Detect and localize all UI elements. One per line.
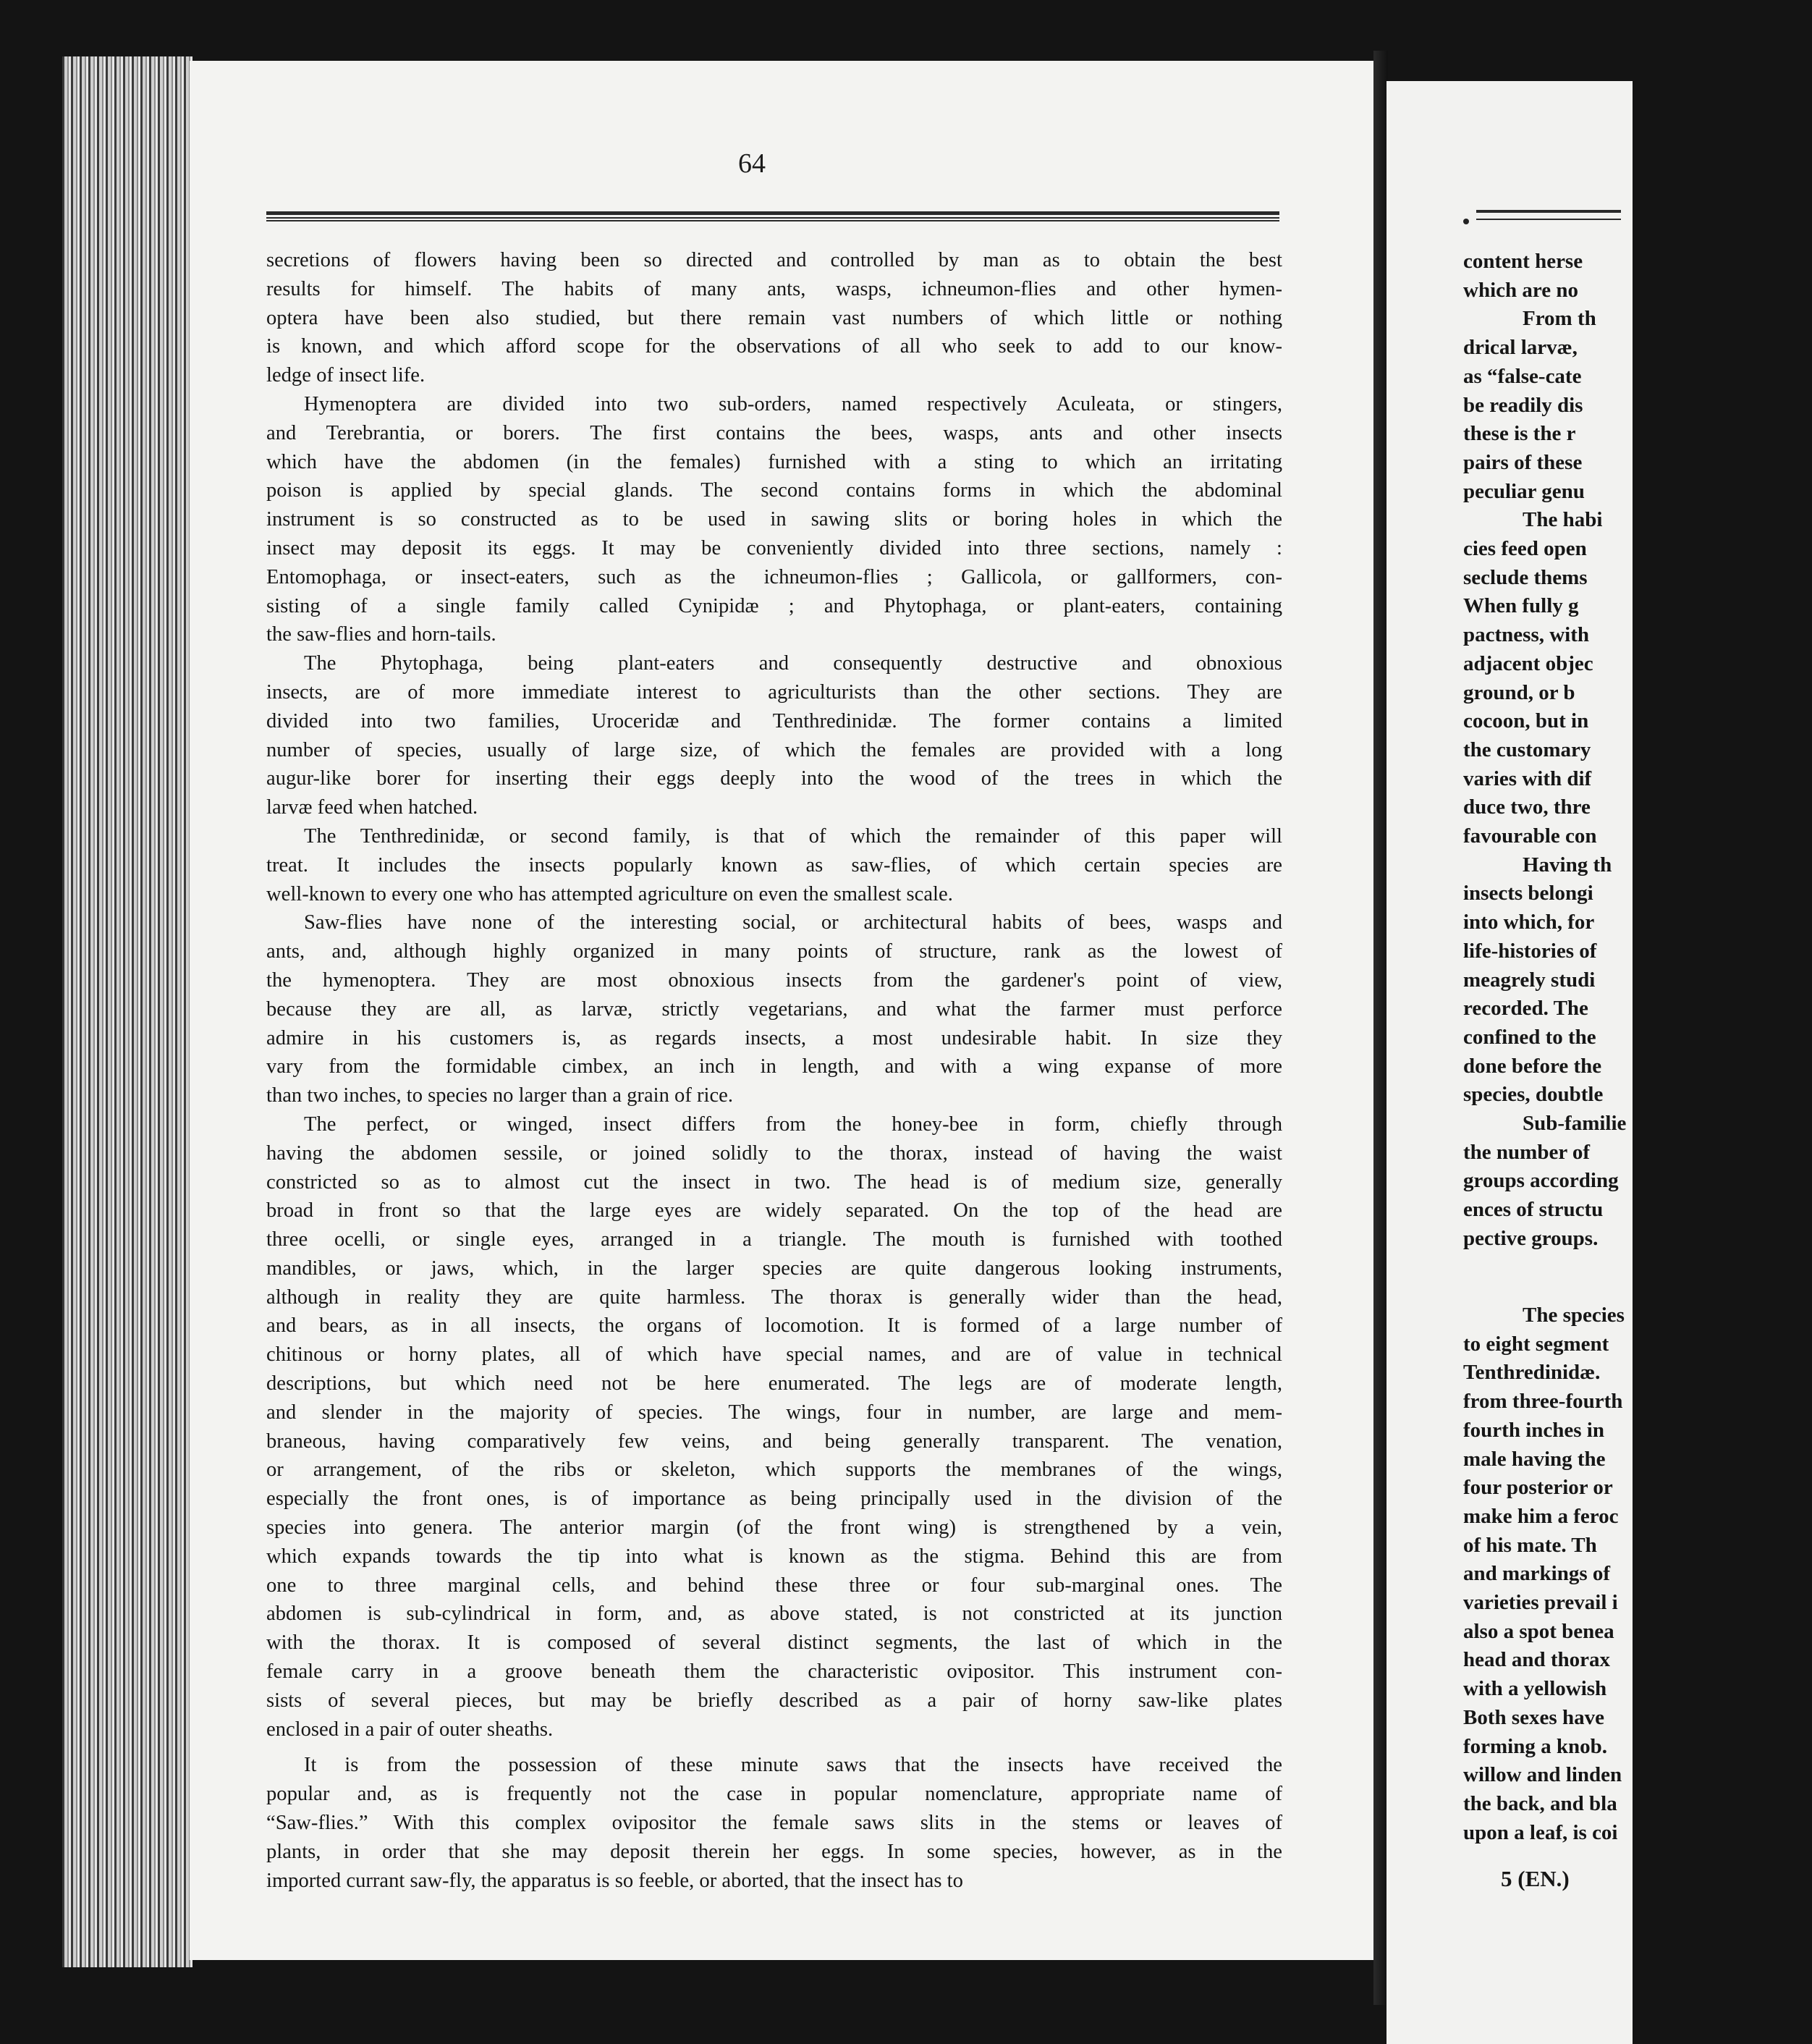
right-text-line: pactness, with [1463,623,1590,647]
text-line: which expands towards the tip into what is known as the stigma. Behind this are from [266,1545,1282,1568]
text-line: results for himself. The habits of many ants, wasps, ichneumon-flies and other hymen- [266,277,1282,300]
text-line: chitinous or horny plates, all of which have special names, and are of value in technical [266,1343,1282,1367]
text-line: vary from the formidable cimbex, an inch in length, and with a wing expanse of more [266,1055,1282,1078]
right-text-line: these is the r [1463,422,1576,446]
right-text-line: varieties prevail i [1463,1591,1618,1614]
text-line: having the abdomen sessile, or joined solidly to the thorax, instead of having the waist [266,1141,1282,1165]
right-text-line: the customary [1463,738,1591,761]
text-line: larvæ feed when hatched. [266,796,478,819]
right-text-line: forming a knob. [1463,1734,1608,1758]
right-text-line: male having the [1463,1447,1606,1471]
right-text-line: species, doubtle [1463,1083,1604,1107]
text-line: broad in front so that the large eyes are widely separated. On the top of the head are [266,1199,1282,1222]
text-line: popular and, as is frequently not the case in popular nomenclature, appropriate name of [266,1783,1282,1806]
right-text-line: When fully g [1463,594,1579,618]
text-line: the saw-flies and horn-tails. [266,623,496,646]
text-line: mandibles, or jaws, which, in the larger species are quite dangerous looking instruments, [266,1257,1282,1280]
text-line: divided into two families, Uroceridæ and Tenthredinidæ. The former contains a limited [266,709,1282,732]
right-text-line: groups according [1463,1169,1619,1193]
right-rule-ornament [1463,219,1469,224]
right-text-line: From th [1523,307,1596,331]
right-text-line: Having th [1523,853,1612,877]
text-line: one to three marginal cells, and behind these three or four sub-marginal ones. The [266,1574,1282,1597]
right-text-line: The habi [1523,508,1603,532]
text-line: female carry in a groove beneath them the characteristic ovipositor. This instrument con- [266,1660,1282,1684]
right-text-line: duce two, thre [1463,795,1591,819]
text-line: treat. It includes the insects popularly known as saw-flies, of which certain species are [266,853,1282,877]
right-text-line: be readily dis [1463,393,1583,417]
right-text-line: which are no [1463,278,1578,302]
right-text-line: drical larvæ, [1463,336,1578,360]
text-line: poison is applied by special glands. The second contains forms in which the abdominal [266,479,1282,502]
right-text-line: life-histories of [1463,939,1597,963]
text-line: with the thorax. It is composed of several distinct segments, the last of which in the [266,1631,1282,1655]
right-text-line: cies feed open [1463,537,1587,560]
text-line: the hymenoptera. They are most obnoxious insects from the gardener's point of view, [266,968,1282,992]
text-line: three ocelli, or single eyes, arranged in a triangle. The mouth is furnished with toothed [266,1228,1282,1251]
text-line: although in reality they are quite harmless. The thorax is generally wider than the head, [266,1285,1282,1309]
right-text-line: The species [1523,1304,1625,1327]
signature-mark: 5 (EN.) [1501,1866,1570,1891]
left-page-text [266,246,1282,1895]
text-line: sisting of a single family called Cynipidæ ; and Phytophaga, or plant-eaters, containing [266,594,1282,617]
text-line: optera have been also studied, but there remain vast numbers of which little or nothing [266,306,1282,329]
right-text-line: pective groups. [1463,1226,1599,1250]
text-line: It is from the possession of these minute saws that the insects have received the [304,1754,1282,1777]
right-text-line: Tenthredinidæ. [1463,1361,1601,1385]
right-text-line: content herse [1463,250,1583,273]
right-text-line: ences of structu [1463,1198,1604,1222]
right-text-line: four posterior or [1463,1476,1613,1500]
right-text-line: of his mate. Th [1463,1533,1597,1557]
text-line: “Saw-flies.” With this complex ovipositor the female saws slits in the stems or leaves of [266,1812,1282,1835]
right-text-line: into which, for [1463,911,1595,934]
right-text-line: to eight segment [1463,1332,1609,1356]
text-line: constricted so as to almost cut the insect in two. The head is of medium size, generally [266,1170,1282,1194]
text-line: well-known to every one who has attempted agriculture on even the smallest scale. [266,882,953,905]
right-text-line: pairs of these [1463,450,1583,474]
right-text-line: favourable con [1463,824,1597,848]
text-line: plants, in order that she may deposit therein her eggs. In some species, however, as in the [266,1840,1282,1863]
right-text-line: the back, and bla [1463,1791,1617,1815]
text-line: Hymenoptera are divided into two sub-orders, named respectively Aculeata, or stingers, [304,392,1282,415]
right-text-line: meagrely studi [1463,968,1596,992]
right-text-line: varies with dif [1463,766,1592,790]
text-line: and Terebrantia, or borers. The first contains the bees, wasps, ants and other insects [266,421,1282,444]
text-line: augur-like borer for inserting their eggs deeply into the wood of the trees in which the [266,767,1282,790]
text-line: insect may deposit its eggs. It may be conveniently divided into three sections, namely : [266,536,1282,559]
right-text-line: from three-fourth [1463,1390,1623,1414]
text-line: Saw-flies have none of the interesting social, or architectural habits of bees, wasps and [304,911,1282,934]
right-text-line: seclude thems [1463,565,1588,589]
text-line: descriptions, but which need not be here enumerated. The legs are of moderate length, [266,1372,1282,1395]
book-gutter [1373,51,1388,2005]
right-text-line: adjacent objec [1463,651,1593,675]
text-line: than two inches, to species no larger than a grain of rice. [266,1084,733,1107]
right-text-line: peculiar genu [1463,479,1585,503]
header-rule [266,211,1279,221]
right-text-line: ground, or b [1463,680,1575,704]
right-header-rule [1476,210,1621,220]
right-text-line: confined to the [1463,1025,1596,1049]
right-text-line: willow and linden [1463,1763,1622,1787]
text-line: imported currant saw-fly, the apparatus is so feeble, or aborted, that the insect has to [266,1869,963,1892]
right-text-line: fourth inches in [1463,1418,1604,1442]
text-line: abdomen is sub-cylindrical in form, and, as above stated, is not constricted at its junction [266,1602,1282,1626]
text-line: species into genera. The anterior margin (of the front wing) is strengthened by a vein, [266,1516,1282,1540]
text-line: instrument is so constructed as to be used in sawing slits or boring holes in which the [266,508,1282,531]
right-text-line: upon a leaf, is coi [1463,1820,1618,1844]
right-text-line: cocoon, but in [1463,709,1589,733]
text-line: insects, are of more immediate interest to agriculturists than the other sections. They are [266,680,1282,704]
text-line: Entomophaga, or insect-eaters, such as the ichneumon-flies ; Gallicola, or gallformers, con- [266,565,1282,588]
text-line: enclosed in a pair of outer sheaths. [266,1718,554,1741]
text-line: braneous, having comparatively few veins, and being generally transparent. The venation, [266,1429,1282,1453]
text-line: which have the abdomen (in the females) furnished with a sting to which an irritating [266,450,1282,473]
right-text-line: also a spot benea [1463,1619,1614,1643]
text-line: number of species, usually of large size, of which the females are provided with a long [266,738,1282,761]
right-text-line: recorded. The [1463,997,1588,1021]
right-text-line: and markings of [1463,1562,1611,1586]
right-text-line: done before the [1463,1054,1602,1078]
right-text-line: head and thorax [1463,1648,1611,1672]
text-line: The perfect, or winged, insect differs from the honey-bee in form, chiefly through [304,1112,1282,1136]
right-text-line: make him a feroc [1463,1504,1619,1528]
right-text-line: Both sexes have [1463,1705,1604,1729]
text-line: secretions of flowers having been so directed and controlled by man as to obtain the best [266,249,1282,271]
right-text-line: as “false-cate [1463,364,1582,388]
right-text-line: with a yellowish [1463,1677,1607,1701]
page-number: 64 [738,148,766,179]
text-line: admire in his customers is, as regards insects, a most undesirable habit. In size they [266,1026,1282,1050]
text-line: The Tenthredinidæ, or second family, is that of which the remainder of this paper will [304,824,1282,848]
text-line: especially the front ones, is of importance as being principally used in the division of the [266,1487,1282,1511]
right-text-line: insects belongi [1463,882,1593,905]
book-page-edges [62,56,192,1967]
text-line: is known, and which afford scope for the observations of all who seek to add to our know- [266,335,1282,358]
text-line: ledge of insect life. [266,364,426,387]
text-line: ants, and, although highly organized in many points of structure, rank as the lowest of [266,940,1282,963]
text-line: sists of several pieces, but may be briefly described as a pair of horny saw-like plates [266,1689,1282,1712]
text-line: because they are all, as larvæ, strictly vegetarians, and what the farmer must perforce [266,997,1282,1021]
right-text-line: the number of [1463,1140,1591,1164]
right-text-line: Sub-familie [1523,1112,1627,1135]
text-line: and bears, as in all insects, the organs of locomotion. It is formed of a large number of [266,1314,1282,1338]
text-line: and slender in the majority of species. The wings, four in number, are large and mem- [266,1401,1282,1424]
text-line: The Phytophaga, being plant-eaters and consequently destructive and obnoxious [304,652,1282,675]
text-line: or arrangement, of the ribs or skeleton, which supports the membranes of the wings, [266,1458,1282,1482]
